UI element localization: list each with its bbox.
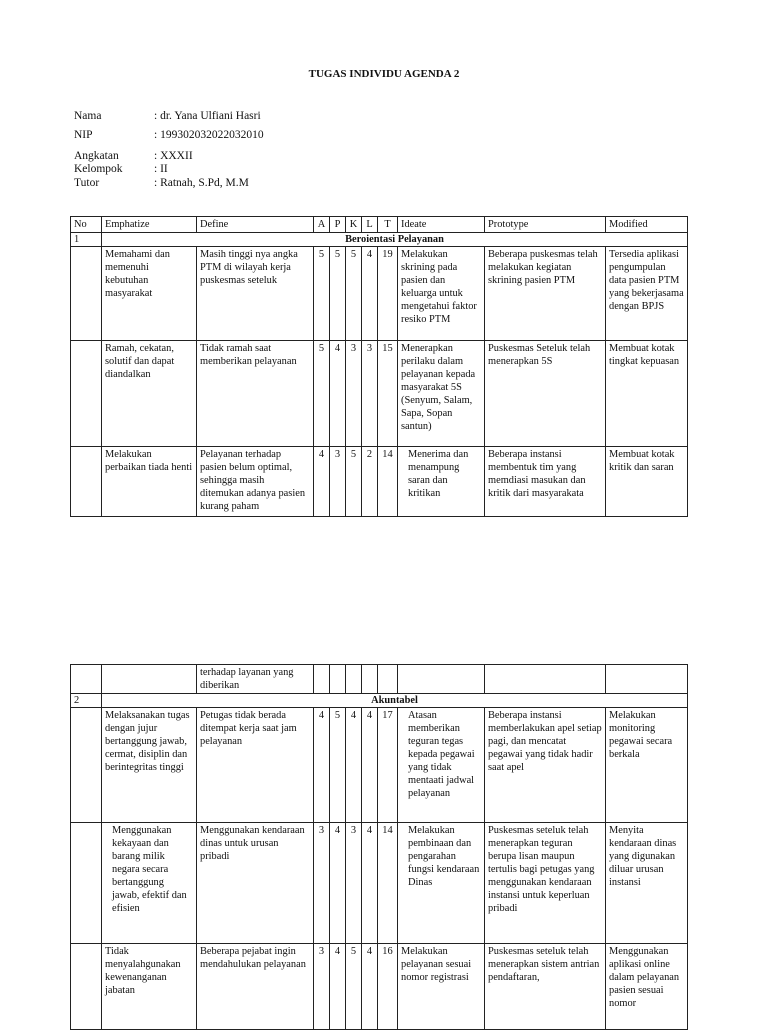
identity-label: NIP: [74, 129, 93, 141]
cell-t: 14: [378, 447, 398, 517]
section-number: 1: [71, 233, 102, 247]
identity-label: Kelompok: [74, 163, 123, 175]
cell-k: [346, 665, 362, 694]
header-a: A: [314, 217, 330, 233]
cell-prototype: Puskesmas seteluk telah menerapkan teguran berupa lisan maupun tertulis bagi petugas yang menggunakan kendaraan instansi untuk keperluan pribadi: [485, 823, 606, 944]
table-row: [71, 944, 688, 1030]
cell-prototype: [485, 665, 606, 694]
cell-define: Pelayanan terhadap pasien belum optimal, sehingga masih ditemukan adanya pasien kurang paham: [197, 447, 314, 517]
cell-a: [314, 665, 330, 694]
table-row-continued: [71, 665, 688, 694]
identity-label: Angkatan: [74, 150, 119, 162]
cell-define: Petugas tidak berada ditempat kerja saat jam pelayanan: [197, 708, 314, 823]
header-k: K: [346, 217, 362, 233]
cell-k: 5: [346, 447, 362, 517]
cell-modified: Melakukan monitoring pegawai secara berkala: [606, 708, 688, 823]
cell-modified: [606, 665, 688, 694]
cell-a: 5: [314, 247, 330, 341]
table-row: [71, 447, 688, 517]
table-row: [71, 823, 688, 944]
cell-p: 4: [330, 823, 346, 944]
header-p: P: [330, 217, 346, 233]
header-ideate: Ideate: [398, 217, 485, 233]
cell-t: 14: [378, 823, 398, 944]
cell-a: 4: [314, 447, 330, 517]
section-row: [71, 694, 688, 708]
cell-l: [362, 665, 378, 694]
cell-ideate: [398, 665, 485, 694]
identity-value: : II: [154, 163, 168, 175]
cell-a: 5: [314, 341, 330, 447]
cell-no: [71, 665, 102, 694]
cell-k: 4: [346, 708, 362, 823]
cell-no: [71, 341, 102, 447]
cell-emphatize: Menggunakan kekayaan dan barang milik negara secara bertanggung jawab, efektif dan efisien: [102, 823, 197, 944]
cell-no: [71, 447, 102, 517]
header-l: L: [362, 217, 378, 233]
cell-t: 16: [378, 944, 398, 1030]
cell-p: [330, 665, 346, 694]
cell-define: Tidak ramah saat memberikan pelayanan: [197, 341, 314, 447]
table-header-row: [71, 217, 688, 233]
cell-k: 3: [346, 823, 362, 944]
cell-l: 4: [362, 944, 378, 1030]
cell-l: 3: [362, 341, 378, 447]
header-define: Define: [197, 217, 314, 233]
cell-l: 4: [362, 823, 378, 944]
cell-ideate: Melakukan skrining pada pasien dan keluarga untuk mengetahui faktor resiko PTM: [398, 247, 485, 341]
cell-modified: Tersedia aplikasi pengumpulan data pasien PTM yang bekerjasama dengan BPJS: [606, 247, 688, 341]
cell-k: 5: [346, 944, 362, 1030]
design-thinking-table-part-1: [70, 216, 688, 517]
cell-k: 5: [346, 247, 362, 341]
cell-t: [378, 665, 398, 694]
section-title: Akuntabel: [102, 694, 688, 708]
identity-value: : 199302032022032010: [154, 129, 264, 141]
cell-prototype: Puskesmas seteluk telah menerapkan sistem antrian pendaftaran,: [485, 944, 606, 1030]
cell-p: 4: [330, 341, 346, 447]
cell-prototype: Beberapa instansi memberlakukan apel setiap pagi, dan mencatat pegawai yang tidak hadir saat apel: [485, 708, 606, 823]
identity-label: Tutor: [74, 177, 100, 189]
cell-t: 17: [378, 708, 398, 823]
cell-t: 19: [378, 247, 398, 341]
cell-no: [71, 708, 102, 823]
cell-p: 4: [330, 944, 346, 1030]
section-row: [71, 233, 688, 247]
header-modified: Modified: [606, 217, 688, 233]
cell-ideate: Menerapkan perilaku dalam pelayanan kepada masyarakat 5S (Senyum, Salam, Sapa, Sopan santun): [398, 341, 485, 447]
table-row: [71, 341, 688, 447]
cell-p: 5: [330, 247, 346, 341]
cell-a: 3: [314, 823, 330, 944]
cell-prototype: Beberapa instansi membentuk tim yang memdiasi masukan dan kritik dari masyarakata: [485, 447, 606, 517]
identity-value: : dr. Yana Ulfiani Hasri: [154, 110, 261, 122]
cell-no: [71, 944, 102, 1030]
cell-t: 15: [378, 341, 398, 447]
cell-emphatize: Ramah, cekatan, solutif dan dapat diandalkan: [102, 341, 197, 447]
document-title: TUGAS INDIVIDU AGENDA 2: [308, 68, 460, 80]
cell-k: 3: [346, 341, 362, 447]
cell-ideate: Atasan memberikan teguran tegas kepada pegawai yang tidak mentaati jadwal pelayanan: [398, 708, 485, 823]
cell-l: 4: [362, 247, 378, 341]
cell-ideate: Melakukan pembinaan dan pengarahan fungsi kendaraan Dinas: [398, 823, 485, 944]
cell-p: 3: [330, 447, 346, 517]
cell-a: 4: [314, 708, 330, 823]
cell-p: 5: [330, 708, 346, 823]
cell-define: terhadap layanan yang diberikan: [197, 665, 314, 694]
table-row: [71, 247, 688, 341]
cell-a: 3: [314, 944, 330, 1030]
cell-emphatize: Memahami dan memenuhi kebutuhan masyarakat: [102, 247, 197, 341]
cell-prototype: Puskesmas Seteluk telah menerapkan 5S: [485, 341, 606, 447]
cell-emphatize: Tidak menyalahgunakan kewenanganan jabatan: [102, 944, 197, 1030]
header-prototype: Prototype: [485, 217, 606, 233]
cell-ideate: Melakukan pelayanan sesuai nomor registrasi: [398, 944, 485, 1030]
header-emphatize: Emphatize: [102, 217, 197, 233]
cell-modified: Membuat kotak kritik dan saran: [606, 447, 688, 517]
cell-emphatize: [102, 665, 197, 694]
header-t: T: [378, 217, 398, 233]
section-title: Beroientasi Pelayanan: [102, 233, 688, 247]
cell-define: Beberapa pejabat ingin mendahulukan pelayanan: [197, 944, 314, 1030]
design-thinking-table-part-2: [70, 664, 688, 1030]
identity-value: : Ratnah, S.Pd, M.M: [154, 177, 249, 189]
cell-l: 4: [362, 708, 378, 823]
cell-define: Masih tinggi nya angka PTM di wilayah kerja puskesmas seteluk: [197, 247, 314, 341]
cell-modified: Menggunakan aplikasi online dalam pelayanan pasien sesuai nomor: [606, 944, 688, 1030]
cell-modified: Membuat kotak tingkat kepuasan: [606, 341, 688, 447]
cell-define: Menggunakan kendaraan dinas untuk urusan pribadi: [197, 823, 314, 944]
cell-no: [71, 823, 102, 944]
cell-l: 2: [362, 447, 378, 517]
section-number: 2: [71, 694, 102, 708]
cell-no: [71, 247, 102, 341]
cell-ideate: Menerima dan menampung saran dan kritikan: [398, 447, 485, 517]
cell-emphatize: Melaksanakan tugas dengan jujur bertanggung jawab, cermat, disiplin dan berintegritas tinggi: [102, 708, 197, 823]
cell-prototype: Beberapa puskesmas telah melakukan kegiatan skrining pasien PTM: [485, 247, 606, 341]
table-row: [71, 708, 688, 823]
cell-emphatize: Melakukan perbaikan tiada henti: [102, 447, 197, 517]
identity-value: : XXXII: [154, 150, 193, 162]
identity-label: Nama: [74, 110, 102, 122]
cell-modified: Menyita kendaraan dinas yang digunakan diluar urusan instansi: [606, 823, 688, 944]
header-no: No: [71, 217, 102, 233]
